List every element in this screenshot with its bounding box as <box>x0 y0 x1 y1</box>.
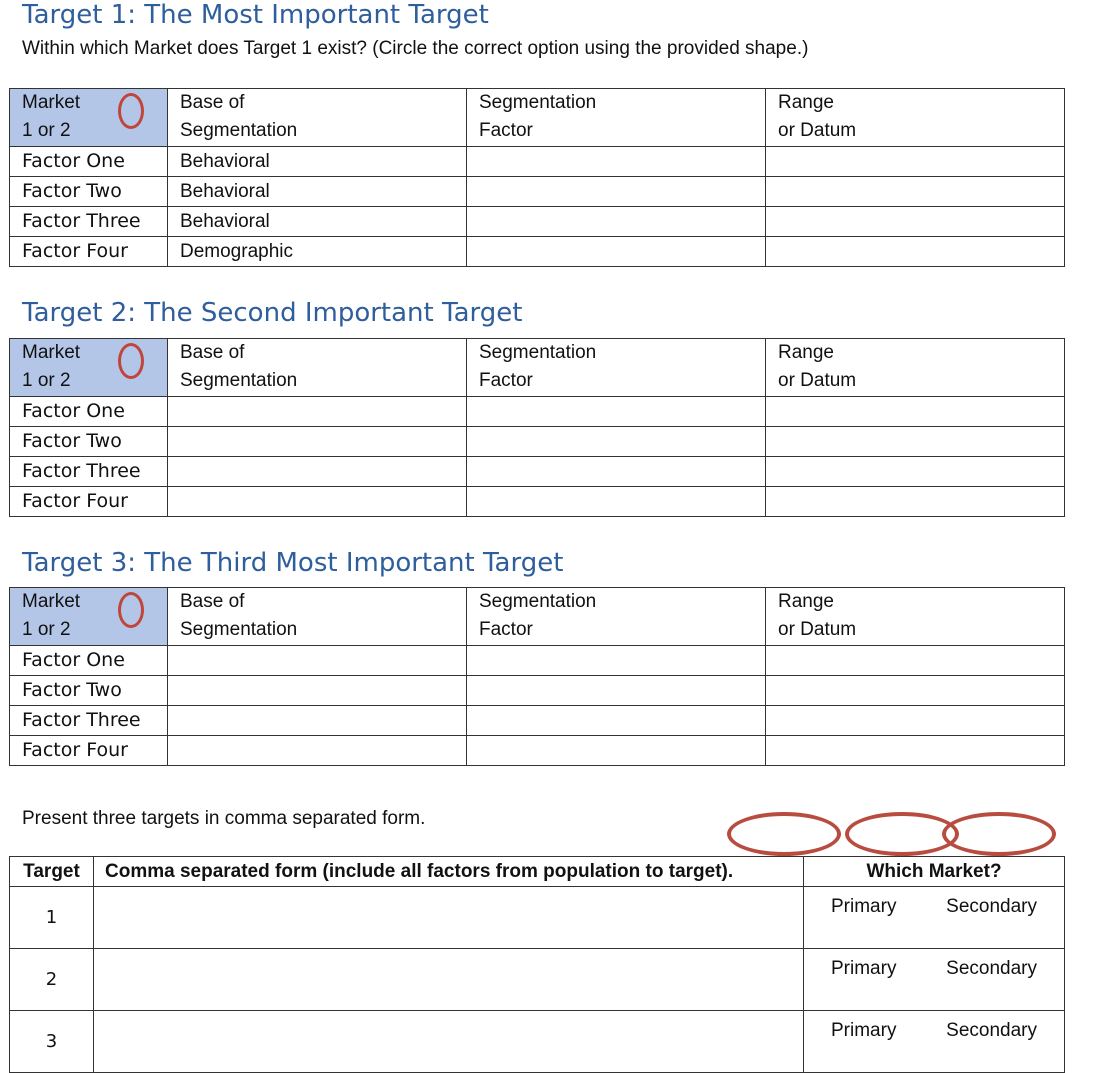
target-number: 3 <box>10 1011 94 1073</box>
form-column-header: Comma separated form (include all factors from population to target). <box>94 857 804 887</box>
secondary-option[interactable]: Secondary <box>946 896 1037 917</box>
target1-title: Target 1: The Most Important Target <box>22 0 489 30</box>
market-circle-shape[interactable] <box>118 343 144 379</box>
base-header: Base of Segmentation <box>168 339 467 397</box>
segmentation-cell[interactable] <box>467 646 766 676</box>
target2-title: Target 2: The Second Important Target <box>22 298 523 328</box>
base-cell[interactable] <box>168 397 467 427</box>
base-cell[interactable]: Behavioral <box>168 207 467 237</box>
market-circle-shape[interactable] <box>118 93 144 129</box>
base-header: Base of Segmentation <box>168 588 467 646</box>
range-cell[interactable] <box>766 207 1065 237</box>
target1-table <box>9 88 1065 267</box>
base-cell[interactable]: Behavioral <box>168 177 467 207</box>
factor-label: Factor One <box>10 147 168 177</box>
market-oval-shape[interactable] <box>942 812 1056 856</box>
factor-label: Factor Two <box>10 427 168 457</box>
target-column-header: Target <box>10 857 94 887</box>
range-cell[interactable] <box>766 646 1065 676</box>
market-column-header: Which Market? <box>804 857 1065 887</box>
segmentation-cell[interactable] <box>467 397 766 427</box>
primary-option[interactable]: Primary <box>831 958 897 979</box>
range-cell[interactable] <box>766 676 1065 706</box>
factor-label: Factor Four <box>10 237 168 267</box>
segmentation-cell[interactable] <box>467 487 766 517</box>
segmentation-header: Segmentation Factor <box>467 339 766 397</box>
range-cell[interactable] <box>766 177 1065 207</box>
segmentation-cell[interactable] <box>467 177 766 207</box>
summary-instruction: Present three targets in comma separated form. <box>22 808 426 829</box>
segmentation-cell[interactable] <box>467 237 766 267</box>
range-header: Range or Datum <box>766 339 1065 397</box>
base-cell[interactable] <box>168 646 467 676</box>
market-header: Market 1 or 2 <box>10 588 168 646</box>
base-cell[interactable] <box>168 736 467 766</box>
range-cell[interactable] <box>766 147 1065 177</box>
factor-label: Factor One <box>10 646 168 676</box>
segmentation-cell[interactable] <box>467 147 766 177</box>
market-oval-shape[interactable] <box>727 812 841 856</box>
market-header: Market 1 or 2 <box>10 339 168 397</box>
range-cell[interactable] <box>766 487 1065 517</box>
base-cell[interactable] <box>168 457 467 487</box>
range-cell[interactable] <box>766 397 1065 427</box>
factor-label: Factor Three <box>10 207 168 237</box>
target-number: 1 <box>10 887 94 949</box>
base-cell[interactable] <box>168 487 467 517</box>
factor-label: Factor Four <box>10 487 168 517</box>
range-cell[interactable] <box>766 457 1065 487</box>
range-cell[interactable] <box>766 237 1065 267</box>
target3-table <box>9 587 1065 766</box>
primary-option[interactable]: Primary <box>831 1020 897 1041</box>
base-cell[interactable] <box>168 427 467 457</box>
market-choice-cell <box>804 887 1065 949</box>
segmentation-cell[interactable] <box>467 457 766 487</box>
base-cell[interactable]: Behavioral <box>168 147 467 177</box>
segmentation-header: Segmentation Factor <box>467 588 766 646</box>
market-header: Market 1 or 2 <box>10 89 168 147</box>
segmentation-header: Segmentation Factor <box>467 89 766 147</box>
market-choice-cell <box>804 1011 1065 1073</box>
factor-label: Factor Two <box>10 177 168 207</box>
segmentation-cell[interactable] <box>467 427 766 457</box>
comma-form-cell[interactable] <box>94 1011 804 1073</box>
base-cell[interactable]: Demographic <box>168 237 467 267</box>
factor-label: Factor One <box>10 397 168 427</box>
target1-instruction: Within which Market does Target 1 exist? (Circle the correct option using the provided shape.) <box>22 38 809 59</box>
factor-label: Factor Three <box>10 457 168 487</box>
segmentation-cell[interactable] <box>467 706 766 736</box>
target3-title: Target 3: The Third Most Important Target <box>22 548 564 578</box>
comma-form-cell[interactable] <box>94 887 804 949</box>
range-cell[interactable] <box>766 706 1065 736</box>
market-circle-shape[interactable] <box>118 592 144 628</box>
segmentation-cell[interactable] <box>467 676 766 706</box>
range-header: Range or Datum <box>766 588 1065 646</box>
segmentation-cell[interactable] <box>467 736 766 766</box>
base-header: Base of Segmentation <box>168 89 467 147</box>
factor-label: Factor Two <box>10 676 168 706</box>
range-cell[interactable] <box>766 427 1065 457</box>
segmentation-cell[interactable] <box>467 207 766 237</box>
range-cell[interactable] <box>766 736 1065 766</box>
market-choice-cell <box>804 949 1065 1011</box>
summary-table <box>9 856 1065 1073</box>
target2-table <box>9 338 1065 517</box>
primary-option[interactable]: Primary <box>831 896 897 917</box>
factor-label: Factor Three <box>10 706 168 736</box>
comma-form-cell[interactable] <box>94 949 804 1011</box>
target-number: 2 <box>10 949 94 1011</box>
range-header: Range or Datum <box>766 89 1065 147</box>
factor-label: Factor Four <box>10 736 168 766</box>
base-cell[interactable] <box>168 676 467 706</box>
secondary-option[interactable]: Secondary <box>946 1020 1037 1041</box>
secondary-option[interactable]: Secondary <box>946 958 1037 979</box>
base-cell[interactable] <box>168 706 467 736</box>
